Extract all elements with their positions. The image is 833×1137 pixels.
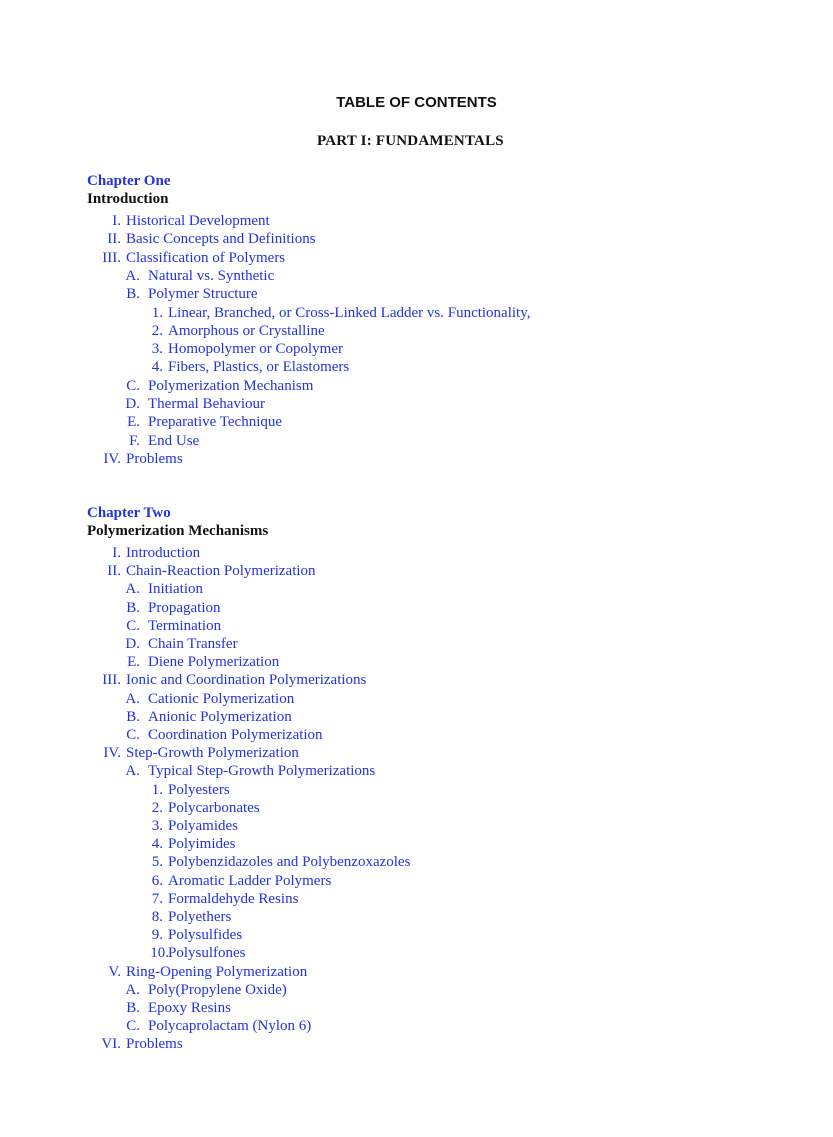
toc-entry-text: Polybenzidazoles and Polybenzoxazoles [168, 854, 411, 871]
toc-entry-text: Typical Step-Growth Polymerizations [148, 763, 376, 780]
toc-entry-text: Polyamides [168, 818, 238, 834]
toc-entry-text: Introduction [126, 545, 201, 561]
toc-entry-text: Initiation [148, 581, 203, 598]
toc-entry-number: 8. [151, 909, 163, 925]
toc-entry-text: Epoxy Resins [148, 1000, 231, 1016]
toc-entry-text: Polymerization Mechanism [148, 377, 314, 394]
toc-entry-text: Basic Concepts and Definitions [126, 231, 316, 248]
part-title: PART I: FUNDAMENTALS [317, 133, 504, 149]
chapter-label[interactable]: Chapter Two [87, 505, 171, 521]
toc-title: TABLE OF CONTENTS [336, 94, 497, 111]
toc-entry-text: Polysulfides [168, 927, 243, 944]
toc-entry-text: Polycaprolactam (Nylon 6) [148, 1018, 312, 1035]
toc-entry-text: Ionic and Coordination Polymerizations [126, 672, 367, 689]
toc-entry-number: 2. [151, 322, 163, 339]
toc-entry-text: Problems [126, 450, 183, 467]
chapter-name: Polymerization Mechanisms [87, 523, 269, 539]
toc-entry-number: A. [125, 763, 140, 780]
toc-entry-text: Propagation [148, 599, 221, 616]
toc-entry-number: E. [127, 654, 140, 671]
toc-entry-number: C. [126, 727, 140, 743]
toc-entry-text: Polyesters [168, 781, 230, 798]
toc-entry-number: II. [107, 231, 121, 248]
toc-entry-number: 5. [151, 854, 163, 871]
toc-entry-number: C. [126, 617, 140, 634]
toc-entry-text: Anionic Polymerization [148, 708, 292, 725]
toc-entry-number: 4. [151, 836, 163, 853]
chapter-label[interactable]: Chapter One [87, 173, 171, 189]
toc-entry-text: Aromatic Ladder Polymers [168, 872, 332, 889]
toc-entry-number: V. [108, 963, 121, 980]
toc-entry-text: Ring-Opening Polymerization [126, 963, 308, 980]
toc-entry-text: Preparative Technique [148, 414, 283, 431]
toc-entry-text: Step-Growth Polymerization [126, 745, 299, 762]
toc-entry-text: Linear, Branched, or Cross-Linked Ladder vs. Functionality, [168, 304, 531, 321]
toc-entry-number: 4. [151, 359, 163, 376]
toc-entry-number: C. [126, 377, 140, 394]
toc-entry-number: 1. [151, 304, 163, 321]
toc-entry-number: 9. [151, 927, 163, 944]
toc-entry-number: 1. [151, 781, 163, 798]
toc-entry-text: Natural vs. Synthetic [148, 267, 275, 284]
toc-entry-number: 6. [151, 872, 163, 889]
toc-entry-text: Homopolymer or Copolymer [168, 341, 343, 358]
chapter-name: Introduction [87, 191, 169, 207]
toc-entry-text: Poly(Propylene Oxide) [148, 981, 287, 998]
toc-entry-number: D. [125, 396, 140, 412]
toc-entry-text: Cationic Polymerization [148, 690, 295, 707]
toc-entry-text: Classification of Polymers [126, 249, 286, 266]
toc-entry-text: Historical Development [126, 213, 270, 229]
toc-entry-text: Amorphous or Crystalline [168, 322, 325, 339]
toc-entry-number: 3. [151, 341, 163, 358]
toc-entry-number: VI. [101, 1036, 121, 1053]
toc-entry-number: E. [127, 414, 140, 431]
toc-entry-text: Polysulfones [168, 945, 246, 962]
toc-entry-text: Formaldehyde Resins [168, 890, 299, 907]
toc-entry-number: III. [102, 672, 121, 689]
toc-entry-number: B. [126, 1000, 140, 1016]
toc-entry-text: Problems [126, 1036, 183, 1053]
toc-entry-number: B. [126, 599, 140, 616]
toc-entry-text: Chain Transfer [148, 636, 238, 652]
toc-entry-text: End Use [148, 432, 200, 449]
toc-entry-number: 7. [151, 890, 163, 907]
toc-entry-number: 10. [150, 945, 169, 962]
toc-entry-number: IV. [103, 450, 121, 467]
toc-entry-number: III. [102, 249, 121, 266]
toc-entry-number: 2. [151, 799, 163, 816]
toc-entry-number: A. [125, 581, 140, 598]
toc-entry-number: 3. [151, 818, 163, 834]
toc-entry-number: A. [125, 981, 140, 998]
toc-entry-number: IV. [103, 745, 121, 762]
toc-entry-number: F. [129, 432, 140, 449]
toc-entry-number: II. [107, 563, 121, 580]
toc-entry-text: Polycarbonates [168, 799, 260, 816]
toc-entry-text: Fibers, Plastics, or Elastomers [168, 359, 350, 376]
toc-entry-text: Polymer Structure [148, 286, 258, 303]
toc-entry-text: Thermal Behaviour [148, 396, 266, 412]
toc-entry-text: Polyimides [168, 836, 236, 853]
toc-entry-text: Chain-Reaction Polymerization [126, 563, 316, 580]
toc-entry-text: Diene Polymerization [148, 654, 280, 671]
toc-entry-text: Coordination Polymerization [148, 727, 323, 743]
toc-entry-number: I. [112, 545, 121, 561]
toc-entry-number: A. [125, 690, 140, 707]
toc-entry-text: Termination [148, 617, 222, 634]
toc-entry-text: Polyethers [168, 909, 232, 925]
toc-entry-number: B. [126, 286, 140, 303]
toc-entry-number: B. [126, 708, 140, 725]
toc-entry-number: I. [112, 213, 121, 229]
toc-entry-number: A. [125, 267, 140, 284]
toc-entry-number: D. [125, 636, 140, 652]
toc-entry-number: C. [126, 1018, 140, 1035]
